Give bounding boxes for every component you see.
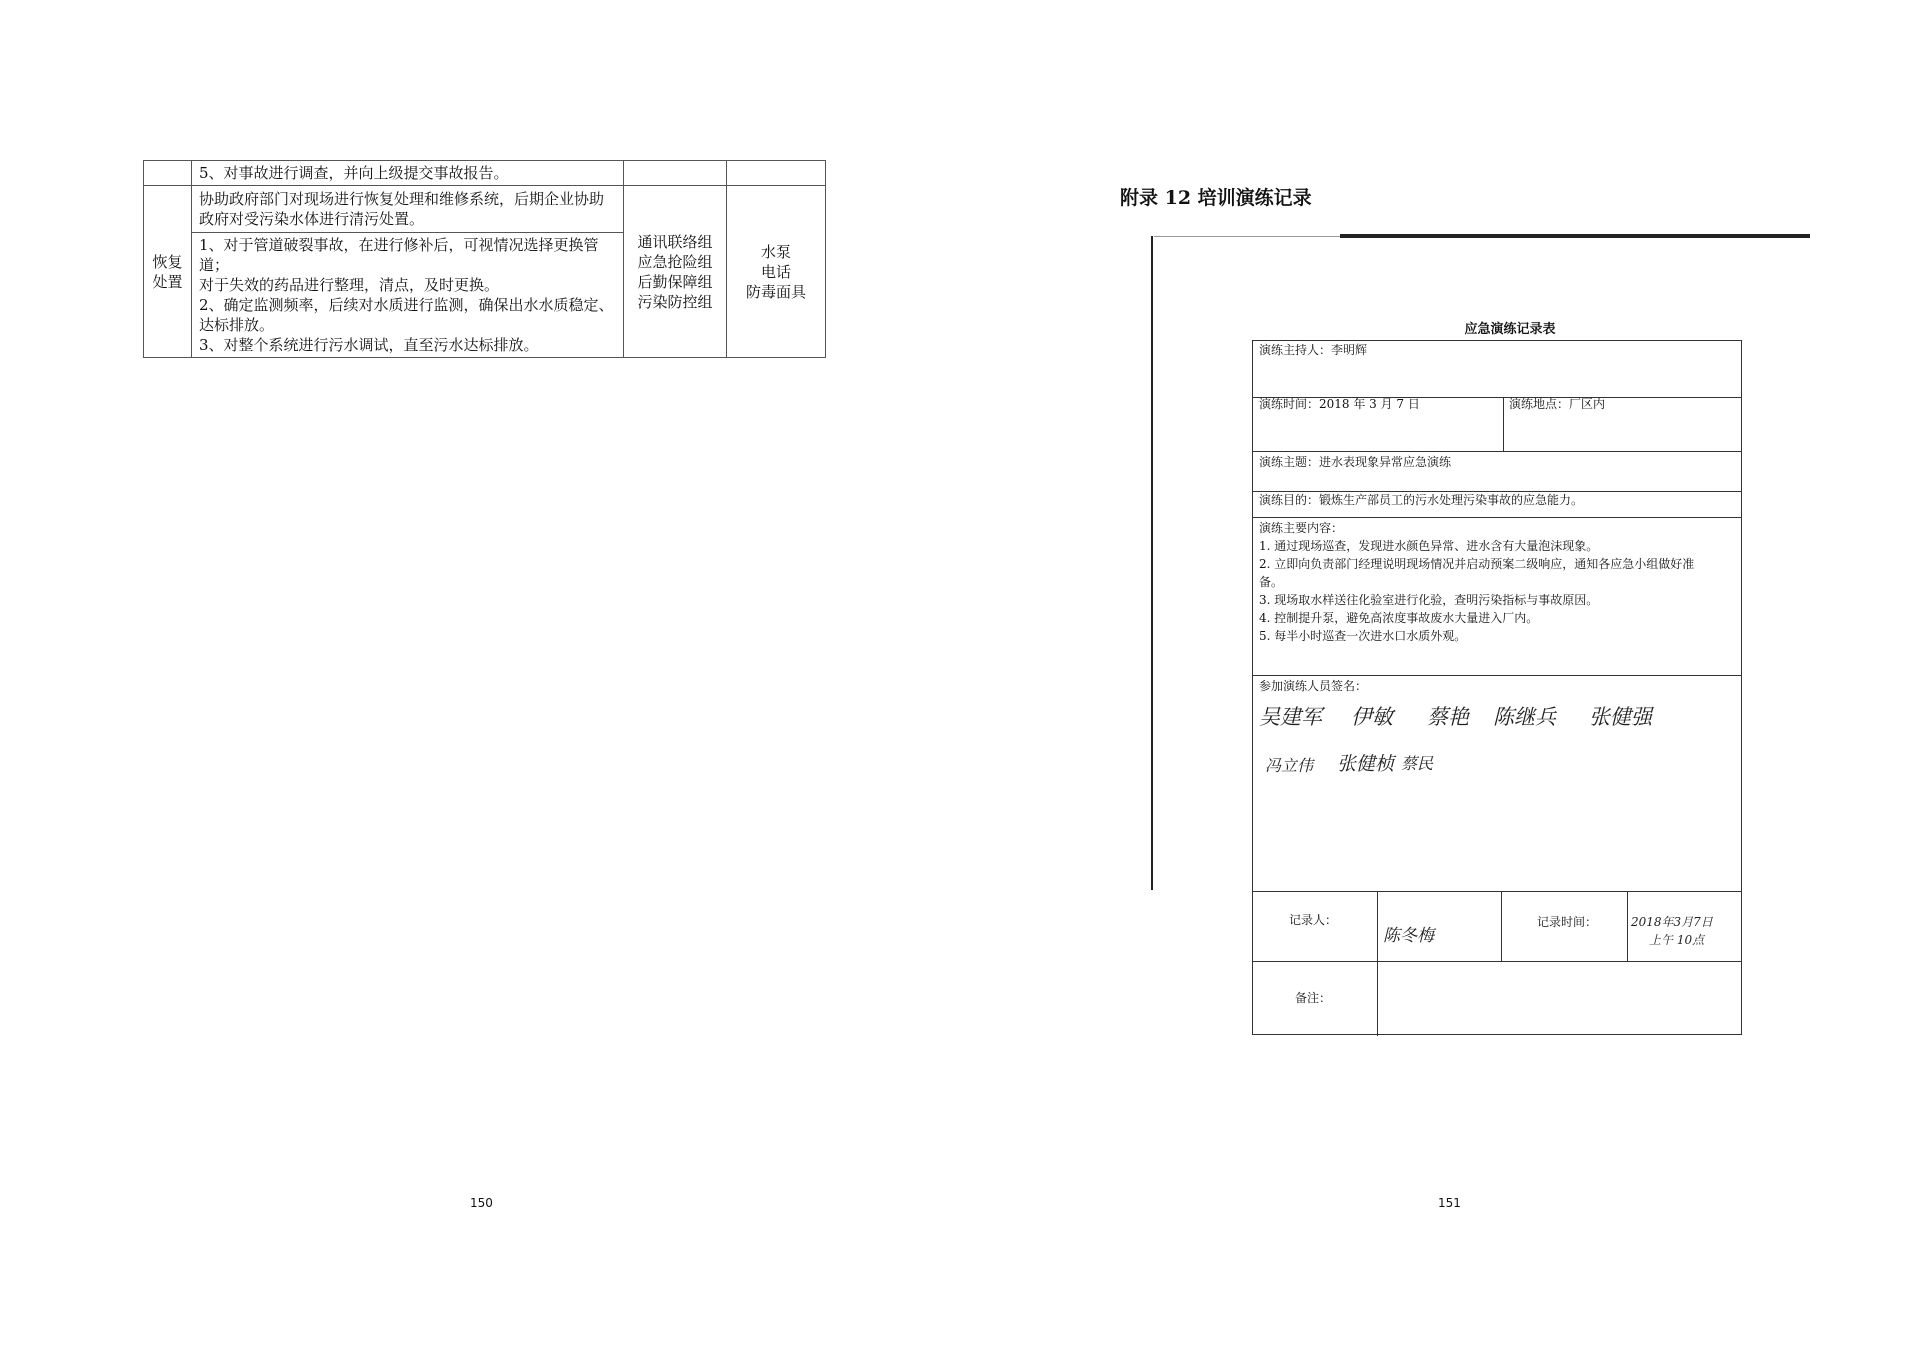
phase-cell-empty <box>144 161 192 186</box>
appendix-title: 附录 12 培训演练记录 <box>1120 187 1312 209</box>
scan-border-top-thin <box>1154 236 1340 237</box>
content-step: 5. 每半小时巡查一次进水口水质外观。 <box>1259 629 1467 643</box>
theme-field: 演练主题：进水表现象异常应急演练 <box>1259 455 1452 469</box>
content-line: 对于失效的药品进行整理，清点，及时更换。 <box>199 276 500 294</box>
team-cell-empty <box>624 161 727 186</box>
content-line: 3、对整个系统进行污水调试，直至污水达标排放。 <box>199 336 539 354</box>
phase-cell <box>144 186 192 358</box>
content-step: 3. 现场取水样送往化验室进行化验，查明污染指标与事故原因。 <box>1259 593 1599 607</box>
divider <box>1501 891 1502 961</box>
content-line: 达标排放。 <box>199 316 275 334</box>
team-label: 应急抢险组 <box>637 252 713 271</box>
team-label: 后勤保障组 <box>637 272 713 291</box>
content-line: 协助政府部门对现场进行恢复处理和维修系统，后期企业协助 <box>199 190 605 208</box>
content-line: 政府对受污染水体进行清污处置。 <box>199 210 425 228</box>
location-field: 演练地点：厂区内 <box>1509 397 1606 411</box>
signature: 蔡民 <box>1401 754 1434 773</box>
team-cell <box>624 186 727 358</box>
form-title: 应急演练记录表 <box>1464 322 1556 337</box>
content-cell <box>192 186 624 233</box>
equipment-label: 防毒面具 <box>745 282 806 301</box>
divider <box>1253 517 1741 518</box>
divider <box>1253 675 1741 676</box>
record-time-label: 记录时间： <box>1537 915 1598 929</box>
divider <box>1253 451 1741 452</box>
content-label: 演练主要内容： <box>1259 521 1344 535</box>
signature: 陈继兵 <box>1493 705 1556 729</box>
signature: 张健强 <box>1589 705 1652 729</box>
record-time-value: 2018年3月7日 <box>1631 915 1713 929</box>
content-step: 2. 立即向负责部门经理说明现场情况并启动预案二级响应，通知各应急小组做好准 <box>1259 557 1695 571</box>
page-number: 151 <box>1438 1196 1461 1210</box>
signature: 吴建军 <box>1259 705 1322 729</box>
content-step: 备。 <box>1259 575 1284 589</box>
team-label: 污染防控组 <box>637 292 713 311</box>
recorder-signature: 陈冬梅 <box>1383 926 1434 946</box>
participants-label: 参加演练人员签名： <box>1259 679 1368 693</box>
content-cell <box>192 233 624 358</box>
signature: 伊敏 <box>1351 705 1393 729</box>
page-number: 150 <box>470 1196 493 1210</box>
notes-label: 备注： <box>1295 991 1332 1005</box>
content-cell: 5、对事故进行调查，并向上级提交事故报告。 <box>192 161 624 186</box>
signature: 蔡艳 <box>1427 705 1469 729</box>
content-line: 1、对于管道破裂事故，在进行修补后，可视情况选择更换管道； <box>199 236 599 274</box>
content-line: 2、确定监测频率，后续对水质进行监测，确保出水水质稳定、 <box>199 296 614 314</box>
drill-record-form <box>1252 340 1742 1035</box>
purpose-field: 演练目的：锻炼生产部员工的污水处理污染事故的应急能力。 <box>1259 493 1584 507</box>
divider <box>1377 891 1378 1036</box>
recovery-plan-table <box>143 160 826 358</box>
phase-label: 恢复 <box>152 252 183 271</box>
content-step: 4. 控制提升泵，避免高浓度事故废水大量进入厂内。 <box>1259 611 1539 625</box>
equipment-label: 水泵 <box>760 242 791 261</box>
signature: 张健桢 <box>1337 753 1395 775</box>
divider <box>1253 891 1741 892</box>
equipment-label: 电话 <box>760 262 791 281</box>
host-field: 演练主持人：李明辉 <box>1259 343 1368 357</box>
divider <box>1503 397 1504 451</box>
table-row <box>144 161 826 186</box>
equipment-cell <box>727 186 826 358</box>
signature: 冯立伟 <box>1265 756 1314 775</box>
equipment-cell-empty <box>727 161 826 186</box>
phase-label: 处置 <box>152 272 183 291</box>
team-label: 通讯联络组 <box>637 232 713 251</box>
time-field: 演练时间：2018 年 3 月 7 日 <box>1259 397 1420 411</box>
scan-border-left <box>1151 236 1153 890</box>
recorder-label: 记录人： <box>1289 913 1338 927</box>
divider <box>1253 961 1741 962</box>
record-time-value: 上午 10点 <box>1649 933 1705 947</box>
content-step: 1. 通过现场巡查，发现进水颜色异常、进水含有大量泡沫现象。 <box>1259 539 1599 553</box>
scan-border-top <box>1340 234 1810 238</box>
divider <box>1627 891 1628 961</box>
table-row <box>144 186 826 233</box>
